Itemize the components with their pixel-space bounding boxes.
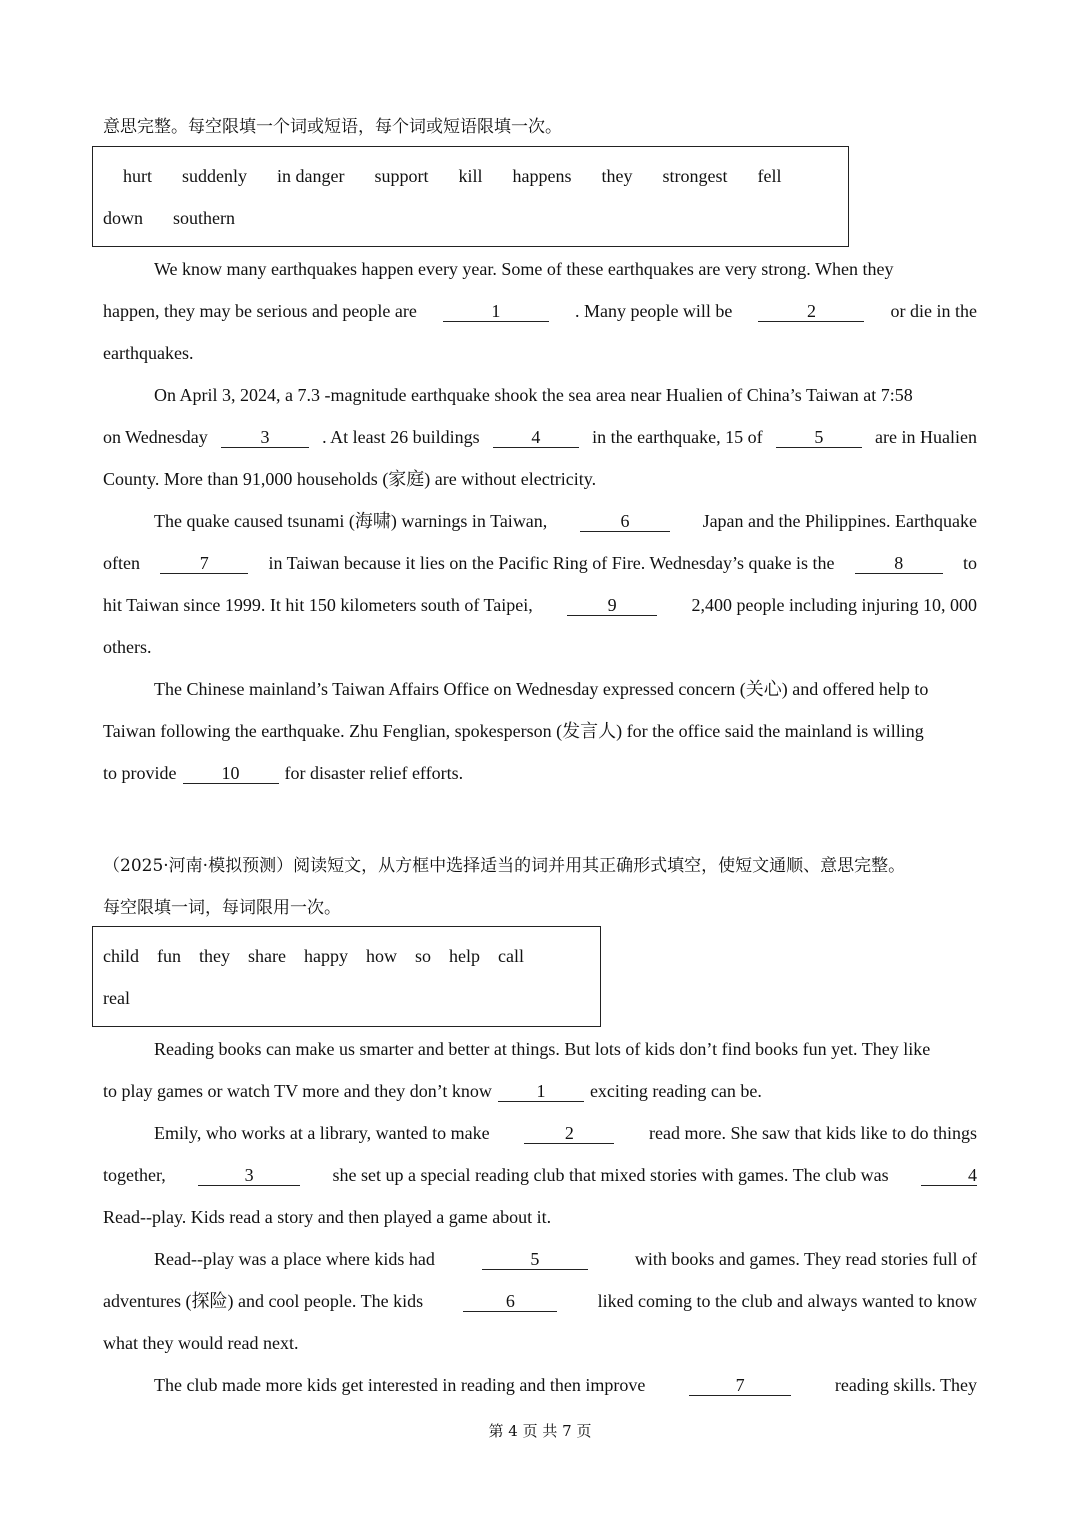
- text-segment: happen, they may be serious and people are: [103, 301, 417, 321]
- text-segment: others.: [103, 637, 152, 657]
- text-segment: Read--play was a place where kids had: [154, 1249, 435, 1269]
- text-line: [103, 416, 977, 458]
- text-segment: to provide: [103, 763, 177, 783]
- answer-blank-7[interactable]: 7: [689, 1375, 791, 1396]
- text-segment: The club made more kids get interested in reading and then improve: [154, 1375, 646, 1395]
- word-option: kill: [458, 165, 483, 186]
- text-segment: . At least 26 buildings: [322, 427, 480, 447]
- text-line: [103, 290, 977, 332]
- text-line: Taiwan following the earthquake. Zhu Fenglian, spokesperson (发言人) for the office said the mainland is willing: [103, 721, 924, 741]
- text-segment: in Taiwan because it lies on the Pacific Ring of Fire. Wednesday’s quake is the: [268, 553, 835, 573]
- text-line: [103, 1112, 977, 1154]
- text-segment: together,: [103, 1165, 166, 1185]
- word-option: happens: [512, 165, 572, 186]
- word-option: they: [199, 945, 230, 966]
- answer-blank-6[interactable]: 6: [463, 1291, 557, 1312]
- answer-blank-3[interactable]: 3: [221, 427, 309, 448]
- text-segment: in the earthquake, 15 of: [592, 427, 763, 447]
- word-option: happy: [303, 945, 348, 966]
- text-line: [103, 1196, 977, 1238]
- text-line: On April 3, 2024, a 7.3 -magnitude earthquake shook the sea area near Hualien of China’s Taiwan at 7:58: [154, 385, 913, 405]
- text-line: [103, 1070, 977, 1112]
- word-option: they: [601, 165, 633, 186]
- text-line: [103, 626, 977, 668]
- answer-blank-1[interactable]: 1: [498, 1081, 584, 1102]
- text-segment: often: [103, 553, 140, 573]
- word-option: child: [103, 945, 139, 966]
- answer-blank-5[interactable]: 5: [482, 1249, 588, 1270]
- text-line: [103, 1322, 977, 1364]
- word-option: call: [498, 945, 524, 966]
- text-segment: are in Hualien: [875, 427, 977, 447]
- answer-blank-2[interactable]: 2: [758, 301, 864, 322]
- text-line: [103, 332, 977, 374]
- word-option: down: [103, 207, 143, 228]
- word-option: suddenly: [182, 165, 247, 186]
- answer-blank-8[interactable]: 8: [855, 553, 943, 574]
- word-option: southern: [173, 207, 235, 228]
- word-box: [92, 146, 849, 247]
- word-option: share: [248, 945, 286, 966]
- text-line: [103, 1154, 977, 1196]
- passage-earthquake: [103, 248, 977, 794]
- word-option: support: [374, 165, 429, 186]
- text-segment: Read--play. Kids read a story and then played a game about it.: [103, 1207, 552, 1227]
- answer-blank-9[interactable]: 9: [567, 595, 657, 616]
- text-line: We know many earthquakes happen every year. Some of these earthquakes are very strong. When they: [154, 259, 894, 279]
- word-option: fun: [157, 945, 181, 966]
- text-line: [103, 500, 977, 542]
- text-line: [103, 1280, 977, 1322]
- page-footer: 第 4 页 共 7 页: [488, 1422, 592, 1440]
- text-segment: she set up a special reading club that mixed stories with games. The club was: [332, 1165, 889, 1185]
- word-option: fell: [757, 165, 782, 186]
- instruction-text: 每空限填一词，每词限用一次。: [103, 898, 341, 918]
- answer-blank-4[interactable]: 4: [493, 427, 579, 448]
- text-line: [103, 542, 977, 584]
- answer-blank-3[interactable]: 3: [198, 1165, 300, 1186]
- text-line: [103, 584, 977, 626]
- answer-blank-5[interactable]: 5: [776, 427, 862, 448]
- text-segment: exciting reading can be.: [589, 1081, 762, 1101]
- text-segment: The quake caused tsunami (海啸) warnings in Taiwan,: [154, 511, 548, 531]
- answer-blank-10[interactable]: 10: [183, 763, 279, 784]
- text-segment: to play games or watch TV more and they don’t know: [103, 1081, 492, 1101]
- instruction-text: 意思完整。每空限填一个词或短语，每个词或短语限填一次。: [103, 117, 562, 137]
- word-option: help: [449, 945, 480, 966]
- text-segment: Emily, who works at a library, wanted to make: [154, 1123, 490, 1143]
- word-option: real: [103, 987, 130, 1008]
- text-line: [103, 1238, 977, 1280]
- word-option: strongest: [662, 165, 728, 186]
- passage-reading-club: [103, 1028, 977, 1406]
- text-segment: to: [962, 553, 977, 573]
- text-segment: County. More than 91,000 households (家庭) are without electricity.: [103, 469, 597, 489]
- answer-blank-7[interactable]: 7: [160, 553, 248, 574]
- text-segment: . Many people will be: [574, 301, 733, 321]
- text-line: [103, 752, 977, 794]
- text-line: Reading books can make us smarter and better at things. But lots of kids don’t find books fun yet. They like: [154, 1039, 931, 1059]
- text-segment: with books and games. They read stories full of: [634, 1249, 977, 1269]
- text-line: [103, 1364, 977, 1406]
- text-segment: earthquakes.: [103, 343, 194, 363]
- word-option: hurt: [123, 165, 152, 186]
- text-segment: hit Taiwan since 1999. It hit 150 kilometers south of Taipei,: [103, 595, 533, 615]
- text-segment: reading skills. They: [834, 1375, 977, 1395]
- word-box: [92, 926, 601, 1027]
- text-line: The Chinese mainland’s Taiwan Affairs Office on Wednesday expressed concern (关心) and offered help to: [154, 679, 929, 699]
- text-segment: 2,400 people including injuring 10, 000: [691, 595, 977, 615]
- answer-blank-6[interactable]: 6: [580, 511, 670, 532]
- text-segment: for disaster relief efforts.: [284, 763, 464, 783]
- text-line: [103, 458, 977, 500]
- answer-blank-2[interactable]: 2: [524, 1123, 614, 1144]
- text-segment: liked coming to the club and always wanted to know: [597, 1291, 977, 1311]
- text-segment: what they would read next.: [103, 1333, 299, 1353]
- instruction-text: （2025·河南·模拟预测）阅读短文，从方框中选择适当的词并用其正确形式填空，使短文通顺、意思完整。: [103, 856, 906, 876]
- text-segment: Japan and the Philippines. Earthquake: [702, 511, 977, 531]
- word-option: in danger: [277, 165, 345, 186]
- answer-blank-4[interactable]: 4: [921, 1165, 977, 1186]
- text-segment: on Wednesday: [103, 427, 208, 447]
- text-segment: read more. She saw that kids like to do things: [649, 1123, 977, 1143]
- word-option: so: [414, 945, 431, 966]
- word-option: how: [365, 945, 397, 966]
- answer-blank-1[interactable]: 1: [443, 301, 549, 322]
- text-segment: adventures (探险) and cool people. The kids: [103, 1291, 424, 1311]
- text-segment: or die in the: [890, 301, 977, 321]
